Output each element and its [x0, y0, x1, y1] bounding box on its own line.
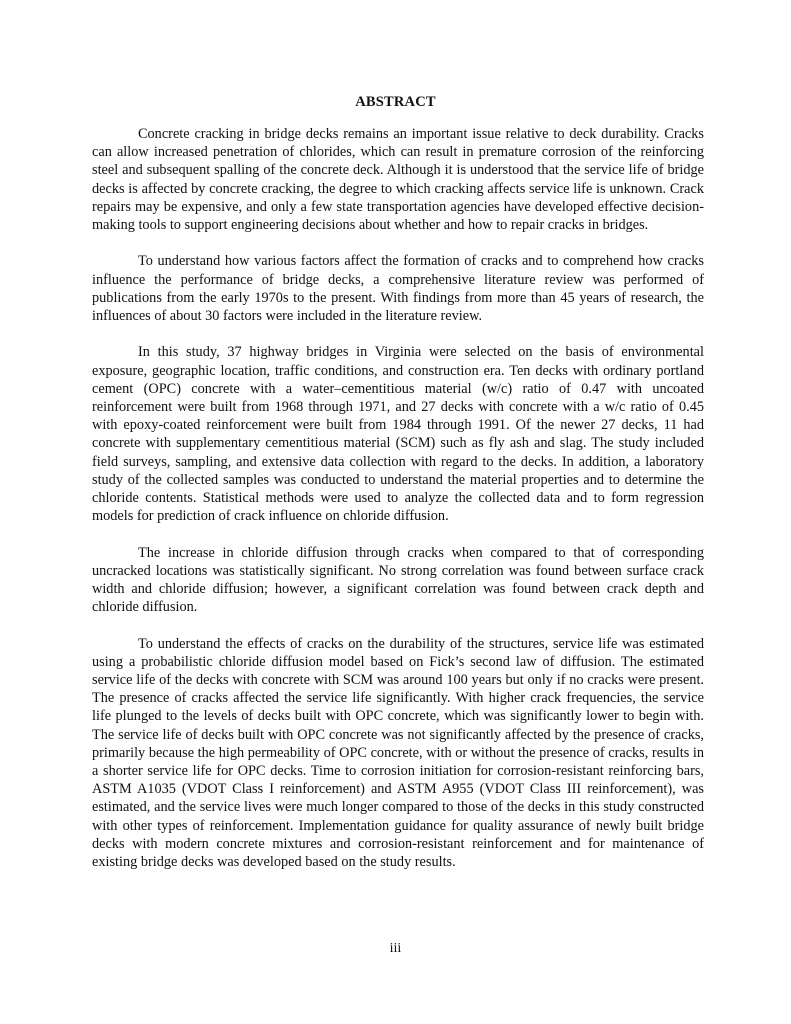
abstract-body — [92, 125, 704, 871]
abstract-heading: ABSTRACT — [355, 94, 436, 110]
abstract-paragraph-3: In this study, 37 highway bridges in Virginia were selected on the basis of environmental exposure, geographic location, traffic conditions, and construction era. Ten decks with ordinary portland cement (OPC) concrete with a water–cementitious material (w/c) ratio of 0.47 with uncoated reinforcement were built from 1968 through 1971, and 27 decks with concrete with a w/c ratio of 0.45 with epoxy-coated reinforcement were built from 1984 through 1991. Of the newer 27 decks, 11 had concrete with supplementary cementitious material (SCM) such as fly ash and slag. The study included field surveys, sampling, and extensive data collection with regard to the decks. In addition, a laboratory study of the collected samples was conducted to understand the material properties and to determine the chloride contents. Statistical methods were used to analyze the collected data and to form regression models for prediction of crack influence on chloride diffusion. — [92, 344, 704, 525]
page-number: iii — [389, 941, 402, 956]
abstract-paragraph-4: The increase in chloride diffusion through cracks when compared to that of corresponding uncracked locations was statistically significant. No strong correlation was found between surface crack width and chloride diffusion; however, a significant correlation was found between crack depth and chloride diffusion. — [92, 544, 704, 616]
abstract-paragraph-5: To understand the effects of cracks on the durability of the structures, service life was estimated using a probabilistic chloride diffusion model based on Fick’s second law of diffusion. The estimated service life of the decks with concrete with SCM was around 100 years but only if no cracks were present. The presence of cracks affected the service life significantly. With higher crack frequencies, the service life plunged to the levels of decks built with OPC concrete, which was significantly lower to begin with. The service life of decks built with OPC concrete was not significantly affected by the presence of cracks, primarily because the high permeability of OPC concrete, with or without the presence of cracks, results in a shorter service life for OPC decks. Time to corrosion initiation for corrosion-resistant reinforcing bars, ASTM A1035 (VDOT Class I reinforcement) and ASTM A955 (VDOT Class III reinforcement), was estimated, and the service lives were much longer compared to those of the decks in this study constructed with other types of reinforcement. Implementation guidance for quality assurance of newly built bridge decks with modern concrete mixtures and corrosion-resistant reinforcement and for maintenance of existing bridge decks was developed based on the study results. — [92, 635, 704, 871]
abstract-paragraph-2: To understand how various factors affect the formation of cracks and to comprehend how cracks influence the performance of bridge decks, a comprehensive literature review was performed of publications from the early 1970s to the present. With findings from more than 45 years of research, the influences of about 30 factors were included in the literature review. — [92, 253, 704, 325]
abstract-paragraph-1: Concrete cracking in bridge decks remains an important issue relative to deck durability. Cracks can allow increased penetration of chlorides, which can result in premature corrosion of the reinforcing steel and subsequent spalling of the concrete deck. Although it is understood that the service life of bridge decks is affected by concrete cracking, the degree to which cracking affects service life is unknown. Crack repairs may be expensive, and only a few state transportation agencies have developed effective decision-making tools to support engineering decisions about whether and how to repair cracks in bridges. — [92, 126, 704, 234]
